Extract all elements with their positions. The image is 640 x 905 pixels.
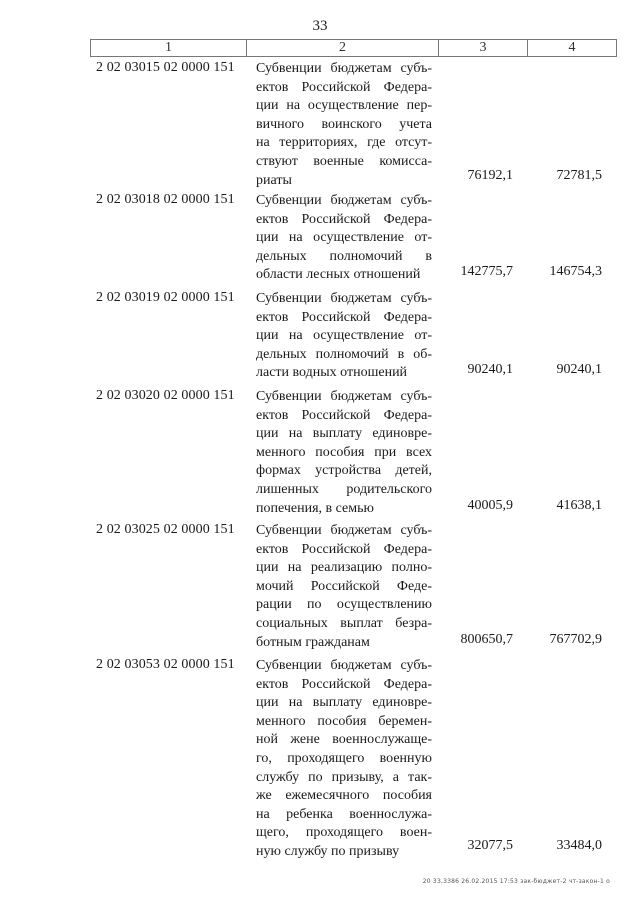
row-description: [256, 290, 432, 383]
row-description: [256, 522, 432, 652]
description-line: ции на осуществление от-: [256, 328, 432, 344]
description-line: вичного воинского учета: [256, 116, 432, 132]
row-description: [256, 60, 432, 190]
description-line: на территориях, где отсут-: [256, 135, 432, 151]
description-line: ласти водных отношений: [256, 365, 408, 381]
row-description: [256, 388, 432, 518]
description-line: дельных полномочий в: [256, 248, 432, 264]
value-col4: 767702,9: [549, 632, 602, 647]
description-line: ектов Российской Федера-: [256, 407, 432, 423]
description-line: менного пособия при всех: [256, 444, 432, 460]
budget-code: 2 02 03019 02 0000 151: [96, 290, 235, 305]
description-line: Субвенции бюджетам субъ-: [256, 523, 432, 538]
value-col3: 32077,5: [467, 838, 513, 853]
description-line: ектов Российской Федера-: [256, 211, 432, 227]
budget-code: 2 02 03053 02 0000 151: [96, 657, 235, 672]
row-description: [256, 192, 432, 285]
description-line: Субвенции бюджетам субъ-: [256, 291, 432, 306]
description-line: ной жене военнослужаще-: [256, 732, 432, 748]
description-line: Субвенции бюджетам субъ-: [256, 658, 432, 673]
column-header-4: 4: [528, 40, 617, 57]
description-line: ектов Российской Федера-: [256, 79, 432, 95]
description-line: на ребенка военнослужа-: [256, 806, 432, 822]
description-line: ции на реализацию полно-: [256, 560, 432, 576]
description-line: службу по призыву, а так-: [256, 769, 432, 785]
value-col4: 33484,0: [556, 838, 602, 853]
description-line: риаты: [256, 172, 292, 188]
description-line: ектов Российской Федера-: [256, 309, 432, 325]
description-line: Субвенции бюджетам субъ-: [256, 193, 432, 208]
description-line: щего, проходящего воен-: [256, 825, 432, 841]
page-number: 33: [312, 18, 328, 34]
column-header-3: 3: [439, 40, 528, 57]
description-line: ботным гражданам: [256, 634, 370, 650]
description-line: ции на выплату единовре-: [256, 426, 432, 442]
description-line: социальных выплат безра-: [256, 615, 432, 631]
budget-code: 2 02 03015 02 0000 151: [96, 60, 235, 75]
description-line: ции на осуществление пер-: [256, 98, 432, 114]
column-header-table: [90, 39, 617, 57]
description-line: рации по осуществлению: [256, 597, 432, 613]
description-line: ствуют военные комисса-: [256, 153, 432, 169]
column-header-1: 1: [91, 40, 247, 57]
column-header-2: 2: [247, 40, 439, 57]
description-line: попечения, в семью: [256, 500, 374, 516]
value-col3: 142775,7: [460, 264, 513, 279]
description-line: дельных полномочий в об-: [256, 346, 432, 362]
budget-code: 2 02 03018 02 0000 151: [96, 192, 235, 207]
print-footer-stamp: 20 33,3386 26.02.2015 17:53 зак-бюджет-2 чт-закон-1 о: [422, 878, 610, 885]
description-line: формах устройства детей,: [256, 463, 432, 479]
value-col4: 146754,3: [549, 264, 602, 279]
value-col4: 41638,1: [556, 498, 602, 513]
description-line: ектов Российской Федера-: [256, 676, 432, 692]
budget-code: 2 02 03020 02 0000 151: [96, 388, 235, 403]
description-line: Субвенции бюджетам субъ-: [256, 61, 432, 76]
description-line: го, проходящего военную: [256, 750, 432, 766]
value-col4: 72781,5: [556, 168, 602, 183]
description-line: ную службу по призыву: [256, 843, 400, 859]
description-line: лишенных родительского: [256, 481, 432, 497]
description-line: же ежемесячного пособия: [256, 788, 432, 804]
description-line: Субвенции бюджетам субъ-: [256, 389, 432, 404]
value-col4: 90240,1: [556, 362, 602, 377]
description-line: менного пособия беремен-: [256, 713, 432, 729]
description-line: области лесных отношений: [256, 267, 421, 283]
description-line: мочий Российской Феде-: [256, 578, 432, 594]
value-col3: 800650,7: [460, 632, 513, 647]
description-line: ции на осуществление от-: [256, 230, 432, 246]
row-description: [256, 657, 432, 862]
value-col3: 90240,1: [467, 362, 513, 377]
value-col3: 76192,1: [467, 168, 513, 183]
budget-code: 2 02 03025 02 0000 151: [96, 522, 235, 537]
description-line: ектов Российской Федера-: [256, 541, 432, 557]
description-line: ции на выплату единовре-: [256, 695, 432, 711]
value-col3: 40005,9: [467, 498, 513, 513]
